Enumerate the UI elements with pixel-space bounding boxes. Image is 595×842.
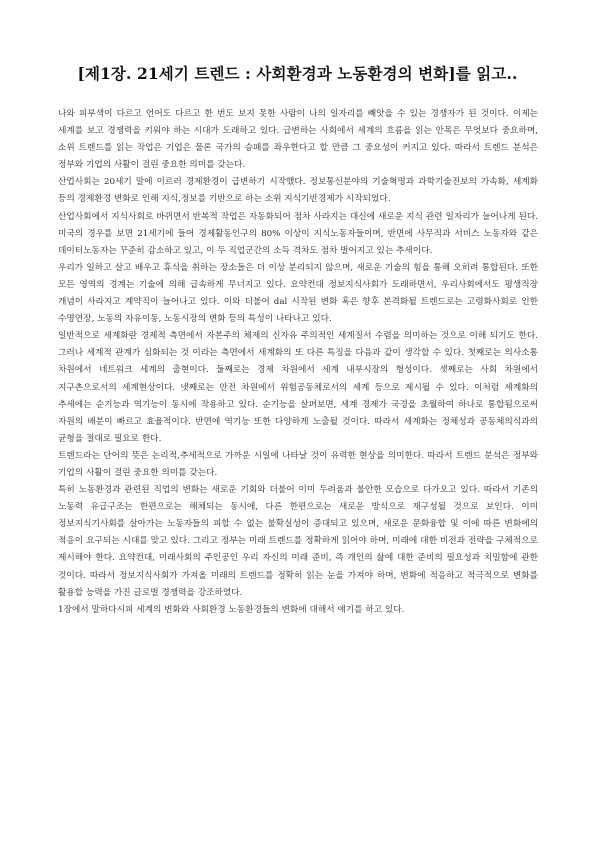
paragraph: 산업사회에서 지식사회로 바뀌면서 반복적 작업은 자동화되어 점차 사라지는 대신에 새로운 지식 관련 일자리가 늘어나게 된다. 미국의 경우를 보면 21세기에 들어 경제활동인구의 80% 이상이 지식노동자들이며, 반면에 사무직과 서비스 노동자와 같은 데이터노동자는 꾸준히 감소하고 있고, 이 두 직업군간의 소득 격차도 점차 벌어지고 있는 추세이다. xyxy=(58,211,538,256)
page-title: [제1장. 21세기 트렌드 : 사회환경과 노동환경의 변화]를 읽고.. xyxy=(77,64,518,83)
paragraph: 1장에서 말하다시피 세계의 변화와 사회환경 노동환경들의 변화에 대해서 얘기를 하고 있다. xyxy=(58,604,405,615)
paragraph: 일반적으로 세계화란 경제적 측면에서 자본주의 체제의 신자유 주의적인 세계질서 수렴을 의미하는 것으로 이해 되기도 한다. 그러나 세계적 관계가 심화되는 것 이라는 측면에서 세계화의 또 다른 특징을 다음과 같이 생각할 수 있다. 첫째로는 의사소통 차원에서 네트워크 세계의 출현이다. 둘째로는 경제 차원에서 세계 내부시장의 형성이다. 셋째로는 사회 차원에서 지구촌으로서의 세계현상이다. 넷째로는 안전 차원에서 위험공동체로서의 세계 등으로 제시될 수 있다. 이처럼 세계화의 추세에는 순기능과 역기능이 동시에 작용하고 있다. 순기능을 살펴보면, 세계 경제가 국경을 초월하여 하나로 통합됨으로써 자원의 배분이 빠르고 효율적이다. 반면에 역기능 또한 다양하게 노출될 것이다. 따라서 세계화는 정체성과 공동체의식과의 균형을 절대로 필요로 한다. xyxy=(58,331,538,444)
paragraph: 나와 피부색이 다르고 언어도 다르고 한 번도 보지 못한 사람이 나의 일자리를 빼앗을 수 있는 경쟁자가 된 것이다. 이제는 세계를 보고 경쟁력을 키워야 하는 시대가 도래하고 있다. 급변하는 사회에서 세계의 흐름을 읽는 안목은 무엇보다 중요하며, 소위 트렌드를 읽는 작업은 기업은 물론 국가의 승패를 좌우한다고 할 만큼 그 중요성이 커지고 있다. 따라서 트렌드 분석은 정부와 기업의 사활이 걸린 중요한 의미를 갖는다. xyxy=(58,109,538,171)
paragraph: 특히 노동환경과 관련된 직업의 변화는 새로운 기회와 더불어 이미 두려움과 불안한 모습으로 다가오고 있다. 따라서 기존의 노동력 유급구조는 한편으로는 해체되는 동시에, 다른 한편으로는 새로운 방식으로 재구성될 것으로 보인다. 이미 정보지식기사회를 살아가는 노동자들의 피할 수 없는 불확실성이 증대되고 있으며, 새로운 문화융합 및 이에 따른 변화에의 적응이 요구되는 시대를 맞고 있다. 그리고 정부는 미래 트렌드를 정확하게 읽어야 하며, 미래에 대한 비전과 전략을 구체적으로 제시해야 한다. 요약컨대, 미래사회의 주인공인 우리 자신의 미래 준비, 즉 개인의 삶에 대한 준비의 필요성과 치밀함에 관한 것이다. 따라서 정보지식사회가 가져올 미래의 트렌드를 정확히 읽는 눈을 가져야 하며, 변화에 적응하고 적극적으로 변화를 활용할 능력을 가진 글로벌 경쟁력을 강조하였다. xyxy=(58,485,538,598)
document-body xyxy=(58,106,538,619)
paragraph: 산업사회는 20세기 말에 이르러 경제환경이 급변하기 시작했다. 정보통신분야의 기술혁명과 과학기술진보의 가속화, 세계화 등의 경제환경 변화로 인해 지식,정보를 기반으로 하는 소위 지식기반경제가 시작되었다. xyxy=(58,177,538,205)
paragraph: 트렌드라는 단어의 뜻은 논리적,추세적으로 가까운 시일에 나타날 것이 유력한 현상을 의미한다. 따라서 트렌드 분석은 정부와 기업의 사활이 걸린 중요한 의미를 갖는다. xyxy=(58,450,538,478)
paragraph: 우리가 일하고 살고 배우고 휴식을 취하는 장소들은 더 이상 분리되지 않으며, 새로운 기술의 힘을 통해 오히려 통합된다. 또한 모든 영역의 경계는 기술에 의해 급속하게 무너지고 있다. 요약컨대 정보지식사회가 도래하면서, 우리사회에서도 평생직장 개념이 사라지고 계약직이 늘어나고 있다. 이와 더불어 dal 시작된 변화 혹은 향후 본격화될 트렌드로는 고령화사회로 인한 수명연장, 노동의 자유이동, 노동시장의 변화 등의 특성이 나타나고 있다. xyxy=(58,262,538,325)
